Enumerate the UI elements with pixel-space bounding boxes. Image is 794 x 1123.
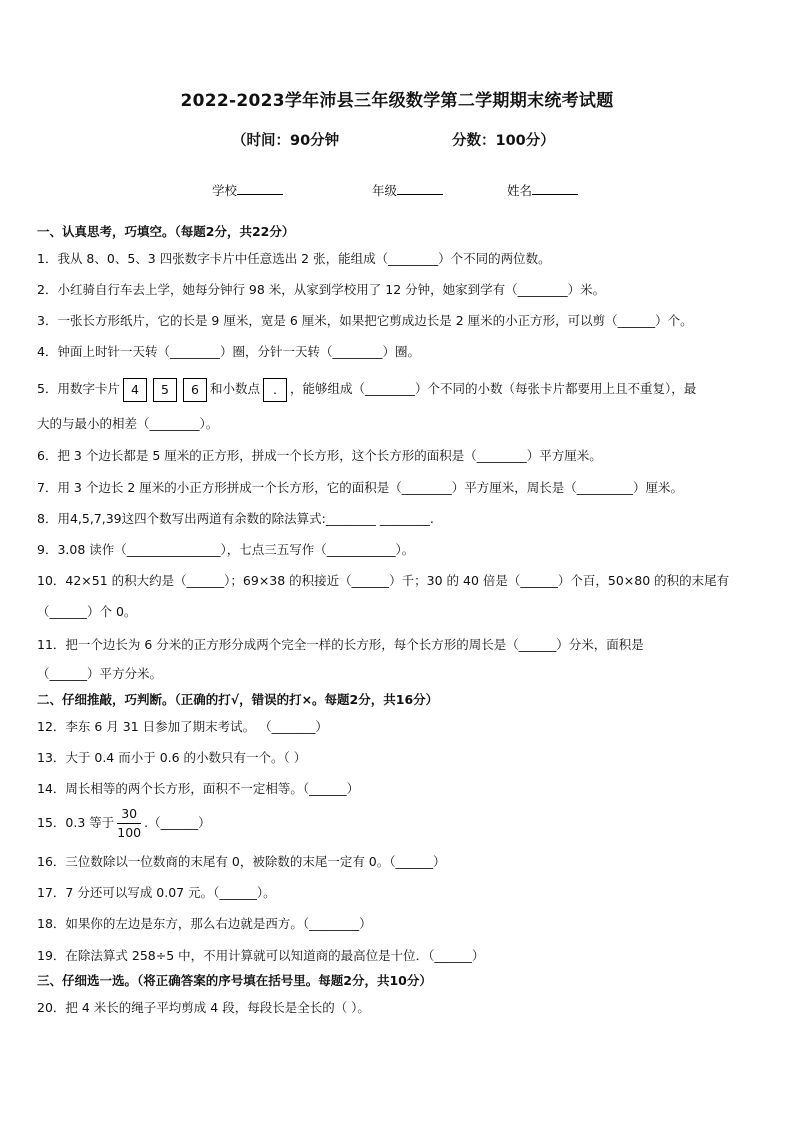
section-1-heading: 一、认真思考，巧填空。（每题2分，共22分）	[37, 224, 295, 239]
question-11: 11．把一个边长为 6 分米的正方形分成两个完全一样的长方形，每个长方形的周长是（______）分米，面积是	[37, 637, 644, 652]
grade-blank[interactable]	[397, 182, 443, 195]
question-6: 6．把 3 个边长都是 5 厘米的正方形，拼成一个长方形，这个长方形的面积是（________）平方厘米。	[37, 448, 602, 463]
question-3: 3．一张长方形纸片，它的长是 9 厘米，宽是 6 厘米，如果把它剪成边长是 2 厘米的小正方形，可以剪（______）个。	[37, 313, 693, 328]
q15-text-a: 15．0.3 等于	[37, 815, 115, 830]
question-16: 16．三位数除以一位数商的末尾有 0，被除数的末尾一定有 0。（______）	[37, 854, 446, 869]
question-14: 14．周长相等的两个长方形，面积不一定相等。（______）	[37, 781, 360, 796]
question-5	[37, 377, 764, 402]
question-10: 10．42×51 的积大约是（______）；69×38 的积接近（______）千；30 的 40 倍是（______）个百，50×80 的积的末尾有	[37, 573, 730, 588]
digit-card-6: 6	[183, 378, 207, 402]
fraction	[117, 805, 141, 842]
decimal-point-card: .	[263, 378, 287, 402]
question-12: 12．李东 6 月 31 日参加了期末考试。 （_______）	[37, 719, 328, 734]
page-title: 2022-2023学年沛县三年级数学第二学期期末统考试题	[180, 91, 614, 111]
question-9: 9．3.08 读作（_______________），七点三五写作（___________）。	[37, 542, 415, 557]
question-8: 8．用4,5,7,39这四个数写出两道有余数的除法算式:________ ________.	[37, 511, 434, 526]
grade-field	[372, 181, 443, 199]
fraction-denominator: 100	[117, 825, 142, 840]
question-10-cont: （______）个 0。	[37, 604, 137, 619]
section-2-heading: 二、仔细推敲，巧判断。（正确的打√，错误的打×。每题2分，共16分）	[37, 692, 439, 707]
question-2: 2．小红骑自行车去上学，她每分钟行 98 米，从家到学校用了 12 分钟，她家到学有（________）米。	[37, 282, 606, 297]
question-19: 19．在除法算式 258÷5 中，不用计算就可以知道商的最高位是十位．（______）	[37, 948, 485, 963]
grade-label: 年级	[372, 183, 398, 198]
question-1: 1．我从 8、0、5、3 四张数字卡片中任意选出 2 张，能组成（________）个不同的两位数。	[37, 251, 551, 266]
score-label: 分数：100分）	[452, 133, 555, 149]
q5-text-a: 5．用数字卡片	[37, 381, 120, 396]
name-field	[507, 181, 578, 199]
question-13: 13．大于 0.4 而小于 0.6 的小数只有一个。（ ）	[37, 750, 307, 765]
q15-text-b: .（______）	[144, 815, 211, 830]
digit-card-4: 4	[123, 378, 147, 402]
question-11-cont: （______）平方分米。	[37, 666, 163, 681]
question-4: 4．钟面上时针一天转（________）圈，分针一天转（________）圈。	[37, 344, 420, 359]
question-7: 7．用 3 个边长 2 厘米的小正方形拼成一个长方形，它的面积是（________）平方厘米，周长是（_________）厘米。	[37, 480, 684, 495]
school-field	[212, 181, 283, 199]
school-blank[interactable]	[237, 182, 283, 195]
question-20: 20．把 4 米长的绳子平均剪成 4 段，每段长是全长的（ ）。	[37, 1000, 370, 1015]
name-label: 姓名	[507, 183, 533, 198]
question-15	[37, 804, 764, 842]
school-label: 学校	[212, 183, 238, 198]
time-label: （时间：90分钟	[232, 133, 340, 149]
question-17: 17．7 分还可以写成 0.07 元。（______）。	[37, 885, 276, 900]
section-3-heading: 三、仔细选一选。（将正确答案的序号填在括号里。每题2分，共10分）	[37, 973, 432, 988]
question-18: 18．如果你的左边是东方，那么右边就是西方。（________）	[37, 916, 372, 931]
q5-text-b: 和小数点	[209, 381, 260, 396]
q5-text-c: ，能够组成（________）个不同的小数（每张卡片都要用上且不重复），最	[289, 381, 697, 396]
name-blank[interactable]	[532, 182, 578, 195]
digit-card-5: 5	[153, 378, 177, 402]
question-5-cont: 大的与最小的相差（________）。	[37, 416, 219, 431]
fraction-numerator: 30	[117, 805, 141, 824]
